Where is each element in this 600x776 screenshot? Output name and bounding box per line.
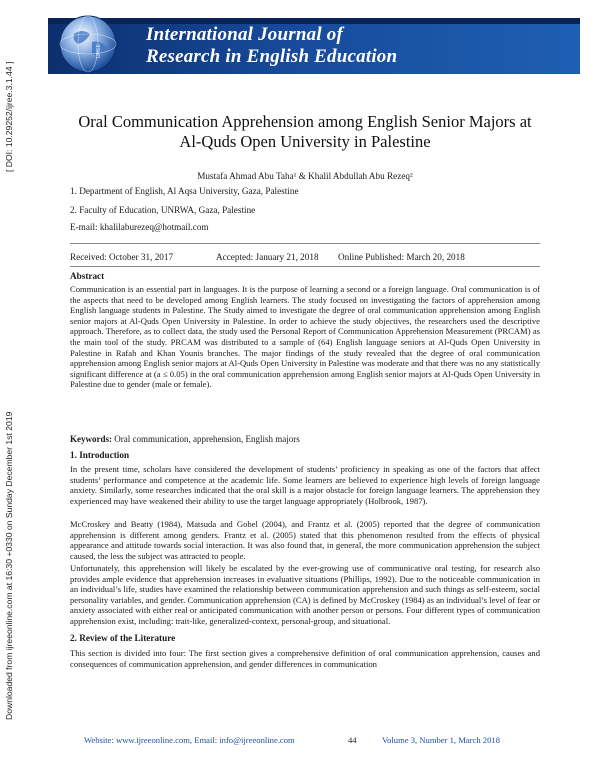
published-date: Online Published: March 20, 2018	[338, 252, 465, 262]
abstract-text: Communication is an essential part in languages. It is the purpose of learning a second or a foreign language. Oral communication is of the aspects that need to be developed among English learners. The study focused on investigating the factors of apprehension among English language students in Palestine. The Study aimed to investigate the degree of oral communication apprehension among English senior majors at Al-Quds Open University in Palestine. In order to achieve the study objectives, the researchers used the descriptive approach. Therefore, as to collect data, the study used the Personal Report of Communication Apprehension Measurement (PRCAM) as the main tool of the study. PRCAM was distributed to a sample of (64) English language seniors at Al-Quds Open University in Palestine in Rafah and Khan Younis branches. The major findings of the study revealed that the degree of oral communication apprehension among English senior majors at Al-Quds Open University in Palestine was moderate and that there was no any statistically significant difference at (a ≤ 0.05) in the oral communication apprehension among English senior majors at Al-Quds Open University in Palestine due to gender (male or female).	[70, 284, 540, 390]
journal-logo	[56, 12, 120, 76]
logo-text: IJREE	[96, 43, 103, 59]
accepted-date: Accepted: January 21, 2018	[216, 252, 319, 262]
divider-top	[70, 243, 540, 244]
affiliation-2: 2. Faculty of Education, UNRWA, Gaza, Palestine	[70, 205, 256, 215]
received-date: Received: October 31, 2017	[70, 252, 174, 262]
paper-title-line2: Al-Quds Open University in Palestine	[179, 132, 431, 151]
doi-label: [ DOI: 10.29252/ijree.3.1.44 ]	[4, 61, 14, 172]
journal-title	[146, 24, 397, 68]
intro-paragraph-2: McCroskey and Beatty (1984), Matsuda and Gobel (2004), and Frantz et al. (2005) reported that the degree of communication apprehension is different among genders. Frantz et al. (2005) stated that this phenomenon resulted from the effects of physical appearance and attitude towards social interaction. It was also found that, in general, the more communication apprehension the subject caused, the less the subject was attracted to people.	[70, 519, 540, 561]
intro-paragraph-1: In the present time, scholars have considered the development of students’ proficiency in speaking as one of the factors that affect students’ performance and competence at the academic life. Some learners are believed to experience high levels of foreign language anxiety. Similarly, some researches indicated that the oral skill is a major obstacle for foreign language learners. The apprehension they experienced may have weakened their ability to use the target language appropriately (Holbrook, 1987).	[70, 464, 540, 506]
intro-heading: 1. Introduction	[70, 450, 130, 460]
journal-title-line2: Research in English Education	[146, 46, 398, 67]
footer-volume: Volume 3, Number 1, March 2018	[382, 735, 500, 745]
globe-icon	[56, 12, 120, 76]
keywords-list: Oral communication, apprehension, English majors	[114, 434, 300, 444]
authors: Mustafa Ahmad Abu Taha¹ & Khalil Abdullah Abu Rezeq²	[197, 171, 413, 181]
download-note: Downloaded from ijreeonline.com at 16:30 +0330 on Sunday December 1st 2019	[4, 411, 14, 720]
divider-bottom	[70, 266, 540, 267]
keywords	[70, 434, 300, 444]
journal-title-line1: International Journal of	[146, 24, 343, 45]
page-number: 44	[348, 735, 357, 745]
review-paragraph-1: This section is divided into four: The first section gives a comprehensive definition of oral communication apprehension, causes and consequences of communication apprehension, and gender differences in communication	[70, 648, 540, 669]
abstract-heading: Abstract	[70, 271, 105, 281]
paper-title-line1: Oral Communication Apprehension among English Senior Majors at	[78, 112, 532, 131]
footer-website: Website: www.ijreeonline.com, Email: info@ijreeonline.com	[84, 735, 295, 745]
affiliation-1: 1. Department of English, Al Aqsa University, Gaza, Palestine	[70, 186, 299, 196]
journal-banner	[48, 18, 580, 74]
intro-paragraph-3: Unfortunately, this apprehension will likely be escalated by the ever-growing use of communicative oral testing, for research also provides ample evidence that apprehension increases in evaluative situations (Phillips, 1992). Due to the noticeable communication in an individual’s life, studies have examined the relationship between communication apprehension and such things as self-esteem, social personality variables, and gender. Communication apprehension (CA) is defined by McCroskey (1984) as an individual’s level of fear or anxiety associated with either real or anticipated communication with another person or persons. Four different types of communication apprehension exist, including: trait-like, generalized-context, personal-group, and situational.	[70, 563, 540, 626]
author-email: E-mail: khalilaburezeq@hotmail.com	[70, 222, 209, 232]
review-heading: 2. Review of the Literature	[70, 633, 176, 643]
keywords-label: Keywords:	[70, 434, 112, 444]
side-watermark	[4, 0, 18, 720]
paper-title	[70, 112, 540, 152]
